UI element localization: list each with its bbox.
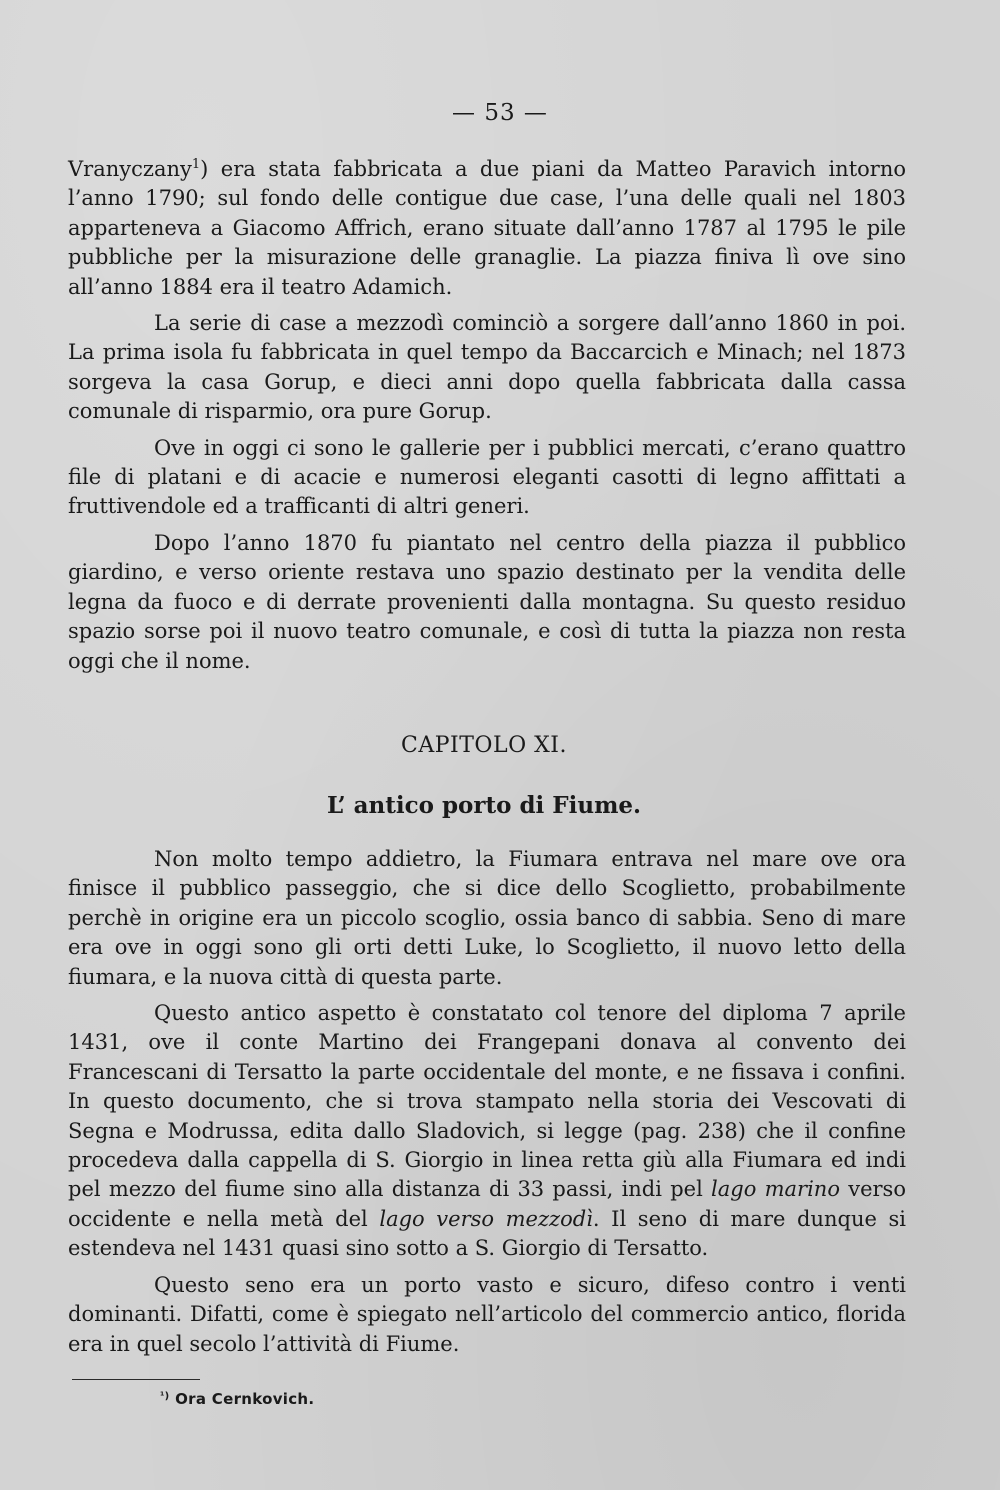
paragraph: La serie di case a mezzodì cominciò a sorgere dall’anno 1860 in poi. La prima isola fu fabbricata in quel tempo da Baccarcich e Minach; nel 1873 sorgeva la casa Gorup, e dieci anni dopo quella fabbricata dalla cassa comunale di risparmio, ora pure Gorup. (68, 311, 906, 424)
chapter-subtitle: L’ antico porto di Fiume. (326, 792, 642, 819)
paragraph: Ove in oggi ci sono le gallerie per i pubblici mercati, c’erano quattro file di platani e di acacie e numerosi eleganti casotti di legno affittati a fruttivendole ed a trafficanti di altri generi. (68, 435, 906, 519)
paragraph (68, 999, 906, 1264)
paragraph-text: ) era stata fabbricata a due piani da Matteo Paravich intorno l’anno 1790; sul fondo delle contigue due case, l’una delle quali nel 1803 apparteneva a Giacomo Affrich, erano situate dall’anno 1787 al 1795 le pile pubbliche per la misurazione delle granaglie. La piazza finiva lì ove sino all’anno 1884 era il teatro Adamich. (68, 157, 906, 299)
italic-phrase: lago verso mezzodì (379, 1206, 593, 1231)
paragraph-text: Vranyczany (68, 157, 192, 181)
footnote-divider (72, 1379, 200, 1380)
footnote-reference: 1 (191, 157, 201, 172)
paragraph-continued (68, 155, 906, 302)
footnote (160, 1390, 314, 1408)
text-block-top (68, 155, 906, 676)
paragraph: Dopo l’anno 1870 fu piantato nel centro della piazza il pubblico giardino, e verso oriente restava uno spazio destinato per la vendita delle legna da fuoco e di derrate provenienti dalla montagna. Su questo residuo spazio sorse poi il nuovo teatro comunale, e così di tutta la piazza non resta oggi che il nome. (68, 530, 906, 673)
page-number: — 53 — (452, 100, 548, 126)
paragraph: Questo seno era un porto vasto e sicuro, difeso contro i venti dominanti. Difatti, come è spiegato nell’articolo del commercio antico, florida era in quel secolo l’attività di Fiume. (68, 1272, 906, 1356)
footnote-text: Ora Cernkovich. (175, 1390, 315, 1408)
paragraph-text: verso occidente e nella metà del (68, 1177, 906, 1231)
chapter-title: CAPITOLO XI. (401, 733, 567, 758)
paragraph-text: . Il seno di mare dunque si estendeva nel 1431 quasi sino sotto a S. Giorgio di Tersatto. (68, 1206, 906, 1261)
text-block-chapter (68, 845, 906, 1359)
italic-phrase: lago marino (711, 1177, 840, 1202)
footnote-marker: ¹) (160, 1391, 170, 1402)
paragraph: Non molto tempo addietro, la Fiumara entrava nel mare ove ora finisce il pubblico passeggio, che si dice dello Scoglietto, probabilmente perchè in origine era un piccolo scoglio, ossia banco di sabbia. Seno di mare era ove in oggi sono gli orti detti Luke, lo Scoglietto, il nuovo letto della fiumara, e la nuova città di questa parte. (68, 847, 906, 989)
paragraph-text: Questo antico aspetto è constatato col tenore del diploma 7 aprile 1431, ove il conte Martino dei Frangepani donava al convento dei Francescani di Tersatto la parte occidentale del monte, e ne fissava i confini. In questo documento, che si trova stampato nella storia dei Vescovati di Segna e Modrussa, edita dallo Sladovich, si legge (pag. 238) che il confine procedeva dalla cappella di S. Giorgio in linea retta giù alla Fiumara ed indi pel mezzo del fiume sino alla distanza di 33 passi, indi pel (68, 1001, 906, 1202)
